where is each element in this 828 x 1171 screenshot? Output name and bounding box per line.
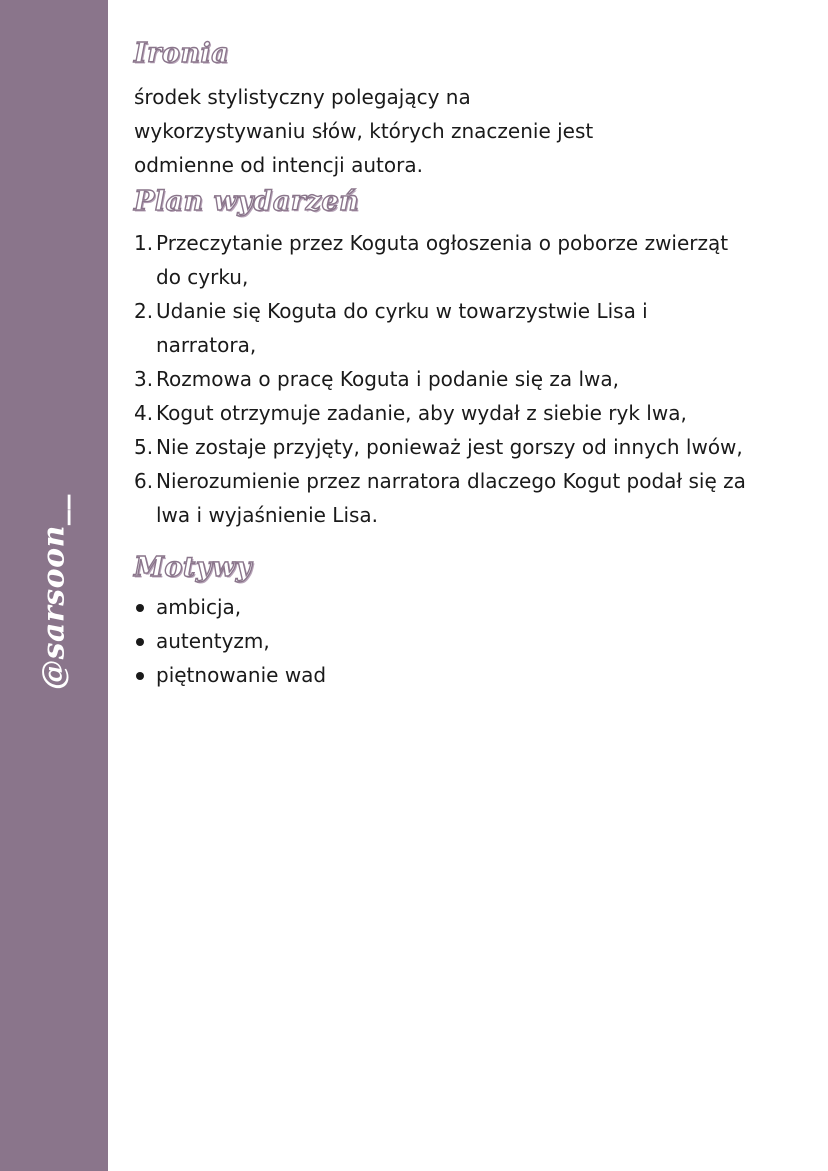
item-text: Przeczytanie przez Koguta ogłoszenia o poborze zwierząt do cyrku, xyxy=(156,231,729,289)
item-text: Nierozumienie przez narratora dlaczego Kogut podał się za lwa i wyjaśnienie Lisa. xyxy=(156,469,746,527)
item-text: Kogut otrzymuje zadanie, aby wydał z siebie ryk lwa, xyxy=(156,401,687,425)
item-number: 5. xyxy=(134,435,154,459)
list-item xyxy=(134,658,794,692)
notes-content xyxy=(134,36,794,692)
events-list xyxy=(134,226,794,532)
list-item xyxy=(134,464,746,532)
heading-motywy: Motywy xyxy=(134,552,252,583)
item-text: Rozmowa o pracę Koguta i podanie się za lwa, xyxy=(156,367,619,391)
item-text: piętnowanie wad xyxy=(156,663,327,687)
sidebar xyxy=(0,0,108,1171)
bullet-icon xyxy=(136,604,144,612)
list-item xyxy=(134,294,746,362)
item-text: Nie zostaje przyjęty, ponieważ jest gorszy od innych lwów, xyxy=(156,435,743,459)
list-item xyxy=(134,590,794,624)
item-number: 4. xyxy=(134,401,154,425)
bullet-icon xyxy=(136,672,144,680)
list-item xyxy=(134,362,746,396)
item-number: 6. xyxy=(134,469,154,493)
list-item xyxy=(134,396,746,430)
list-item xyxy=(134,624,794,658)
item-text: autentyzm, xyxy=(156,629,270,653)
heading-ironia: Ironia xyxy=(134,38,230,69)
ironia-definition: środek stylistyczny polegający na wykorzystywaniu słów, których znaczenie jest odmienne od intencji autora. xyxy=(134,85,594,177)
heading-plan-wydarzen: Plan wydarzeń xyxy=(134,186,360,217)
item-number: 2. xyxy=(134,299,154,323)
list-item xyxy=(134,226,746,294)
item-number: 3. xyxy=(134,367,154,391)
item-number: 1. xyxy=(134,231,154,255)
author-handle: @sarsoon__ xyxy=(36,494,72,690)
list-item xyxy=(134,430,746,464)
item-text: Udanie się Koguta do cyrku w towarzystwie Lisa i narratora, xyxy=(156,299,648,357)
bullet-icon xyxy=(136,638,144,646)
motifs-list xyxy=(134,590,794,692)
item-text: ambicja, xyxy=(156,595,242,619)
